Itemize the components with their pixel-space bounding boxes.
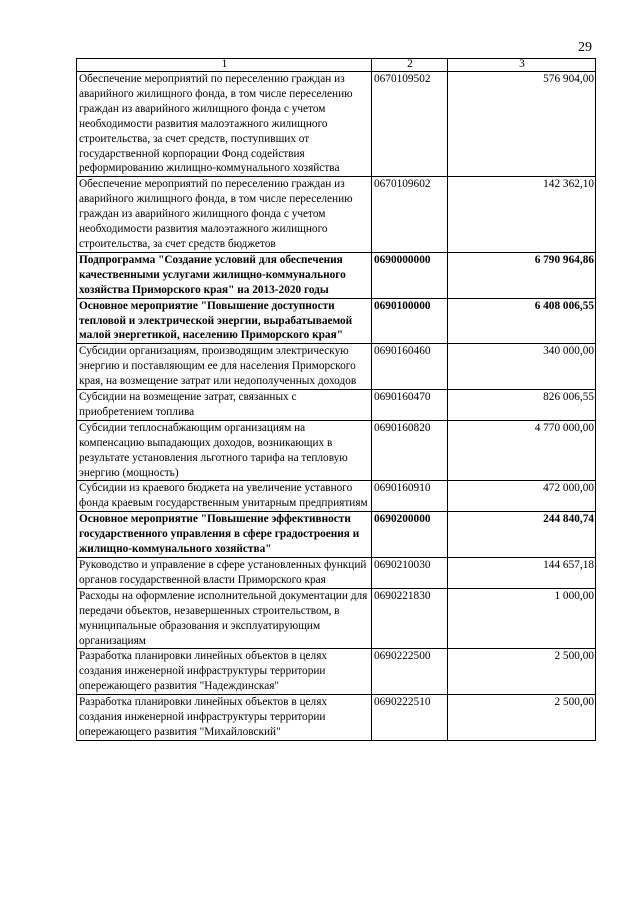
row-amount-cell: 6 408 006,55 — [448, 298, 596, 344]
table-row — [77, 695, 596, 741]
row-code-cell: 0690100000 — [372, 298, 448, 344]
row-amount-cell: 144 657,18 — [448, 558, 596, 589]
row-amount-cell: 142 362,10 — [448, 177, 596, 253]
row-code-cell: 0690000000 — [372, 252, 448, 298]
row-code-cell: 0670109602 — [372, 177, 448, 253]
row-name-cell: Субсидии теплоснабжающим организациям на компенсацию выпадающих доходов, возникающих в результате установления льготного тарифа на тепловую энергию (мощность) — [77, 420, 372, 481]
row-code-cell: 0690222500 — [372, 649, 448, 695]
row-code-cell: 0690160460 — [372, 344, 448, 390]
row-code-cell: 0670109502 — [372, 72, 448, 177]
row-amount-cell: 472 000,00 — [448, 481, 596, 512]
table-row — [77, 420, 596, 481]
row-name-cell: Разработка планировки линейных объектов в целях создания инженерной инфраструктуры территории опережающего развития "Надеждинская" — [77, 649, 372, 695]
table-row — [77, 588, 596, 649]
row-name-cell: Субсидии из краевого бюджета на увеличение уставного фонда краевым государственным унитарным предприятиям — [77, 481, 372, 512]
table-row — [77, 177, 596, 253]
table-row — [77, 512, 596, 558]
row-name-cell: Основное мероприятие "Повышение доступности тепловой и электрической энергии, вырабатываемой малой энергетикой, населению Приморского края" — [77, 298, 372, 344]
row-name-cell: Обеспечение мероприятий по переселению граждан из аварийного жилищного фонда, в том числе переселению граждан из аварийного жилищного фонда с учетом необходимости развития малоэтажного жилищного строительства, за счет средств бюджетов — [77, 177, 372, 253]
row-code-cell: 0690210030 — [372, 558, 448, 589]
column-header-3: 3 — [448, 59, 596, 72]
row-code-cell: 0690221830 — [372, 588, 448, 649]
row-amount-cell: 2 500,00 — [448, 649, 596, 695]
column-header-2: 2 — [372, 59, 448, 72]
row-code-cell: 0690222510 — [372, 695, 448, 741]
table-row — [77, 72, 596, 177]
table-row — [77, 649, 596, 695]
row-amount-cell: 4 770 000,00 — [448, 420, 596, 481]
table-row — [77, 252, 596, 298]
row-name-cell: Субсидии на возмещение затрат, связанных с приобретением топлива — [77, 390, 372, 421]
row-code-cell: 0690160910 — [372, 481, 448, 512]
row-amount-cell: 1 000,00 — [448, 588, 596, 649]
row-name-cell: Руководство и управление в сфере установленных функций органов государственной власти Приморского края — [77, 558, 372, 589]
row-name-cell: Разработка планировки линейных объектов в целях создания инженерной инфраструктуры территории опережающего развития "Михайловский" — [77, 695, 372, 741]
row-amount-cell: 244 840,74 — [448, 512, 596, 558]
row-code-cell: 0690200000 — [372, 512, 448, 558]
table-row — [77, 481, 596, 512]
row-name-cell: Основное мероприятие "Повышение эффективности государственного управления в сфере градостроения и жилищно-коммунального хозяйства" — [77, 512, 372, 558]
page-number: 29 — [578, 40, 592, 55]
table-row — [77, 298, 596, 344]
row-name-cell: Подпрограмма "Создание условий для обеспечения качественными услугами жилищно-коммунального хозяйства Приморского края" на 2013-2020 годы — [77, 252, 372, 298]
table-row — [77, 390, 596, 421]
row-name-cell: Расходы на оформление исполнительной документации для передачи объектов, незавершенных строительством, в муниципальные образования и эксплуатирующим организациям — [77, 588, 372, 649]
row-amount-cell: 826 006,55 — [448, 390, 596, 421]
row-code-cell: 0690160470 — [372, 390, 448, 421]
row-amount-cell: 2 500,00 — [448, 695, 596, 741]
row-name-cell: Субсидии организациям, производящим электрическую энергию и поставляющим ее для населения Приморского края, на возмещение затрат или недополученных доходов — [77, 344, 372, 390]
row-amount-cell: 6 790 964,86 — [448, 252, 596, 298]
row-code-cell: 0690160820 — [372, 420, 448, 481]
row-name-cell: Обеспечение мероприятий по переселению граждан из аварийного жилищного фонда, в том числе переселению граждан из аварийного жилищного фонда с учетом необходимости развития малоэтажного жилищного строительства, за счет средств, поступивших от государственной корпорации Фонд содействия реформированию жилищно-коммунального хозяйства — [77, 72, 372, 177]
row-amount-cell: 576 904,00 — [448, 72, 596, 177]
row-amount-cell: 340 000,00 — [448, 344, 596, 390]
table-header-row — [77, 59, 596, 72]
table-row — [77, 344, 596, 390]
column-header-1: 1 — [77, 59, 372, 72]
table-row — [77, 558, 596, 589]
budget-table — [76, 58, 596, 741]
